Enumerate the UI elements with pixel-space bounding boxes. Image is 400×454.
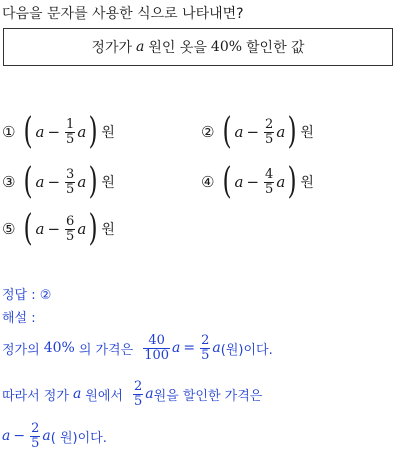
- fraction: $\frac{3}{5}$: [66, 166, 75, 197]
- answer-label: 정답 : ②: [2, 288, 52, 303]
- left-paren: (: [222, 111, 233, 152]
- option-number: ①: [2, 123, 16, 141]
- condition-percent: 40%: [210, 39, 243, 55]
- option-5[interactable]: ⑤ ( a − $\frac{6}{5}$ a ) 원: [2, 208, 115, 249]
- condition-box: [3, 28, 393, 66]
- right-paren: ): [287, 161, 297, 202]
- left-paren: (: [23, 111, 34, 152]
- right-paren: ): [88, 208, 98, 249]
- right-paren: ): [88, 111, 98, 152]
- explanation-line-1: 정가의 40% 의 가격은 $\frac{40}{100}$ a = $\frac{2}{5}$ a (원)이다.: [2, 332, 273, 363]
- option-number: ⑤: [2, 220, 16, 238]
- option-2[interactable]: ② ( a − $\frac{2}{5}$ a ) 원: [201, 111, 314, 152]
- fraction: $\frac{6}{5}$: [66, 213, 75, 244]
- option-number: ②: [201, 123, 215, 141]
- left-paren: (: [23, 161, 34, 202]
- left-paren: (: [23, 208, 34, 249]
- option-number: ④: [201, 173, 215, 191]
- fraction: $\frac{1}{5}$: [66, 116, 75, 147]
- fraction: $\frac{2}{5}$: [265, 116, 274, 147]
- fraction: $\frac{2}{5}$: [201, 332, 210, 363]
- explanation-label: 해설 :: [2, 311, 36, 326]
- fraction: $\frac{2}{5}$: [133, 378, 143, 409]
- question-text: 다음을 문자를 사용한 식으로 나타내면?: [2, 6, 244, 22]
- condition-pre: 정가가: [91, 40, 132, 56]
- right-paren: ): [88, 161, 98, 202]
- fraction: $\frac{40}{100}$: [144, 332, 170, 363]
- right-paren: ): [287, 111, 297, 152]
- option-4[interactable]: ④ ( a − $\frac{4}{5}$ a ) 원: [201, 161, 314, 202]
- explanation-line-2: 따라서 정가 a 원에서 $\frac{2}{5}$ a 원을 할인한 가격은: [2, 378, 263, 409]
- fraction: $\frac{2}{5}$: [31, 420, 40, 451]
- left-paren: (: [222, 161, 233, 202]
- option-3[interactable]: ③ ( a − $\frac{3}{5}$ a ) 원: [2, 161, 115, 202]
- condition-var: a: [136, 39, 145, 55]
- condition-post: 할인한 값: [246, 40, 305, 56]
- explanation-line-3: a − $\frac{2}{5}$ a ( 원) 이다.: [2, 420, 107, 451]
- fraction: $\frac{4}{5}$: [265, 166, 274, 197]
- option-1[interactable]: ① ( a − $\frac{1}{5}$ a ) 원: [2, 111, 115, 152]
- condition-mid: 원인 옷을: [148, 40, 207, 56]
- option-number: ③: [2, 173, 16, 191]
